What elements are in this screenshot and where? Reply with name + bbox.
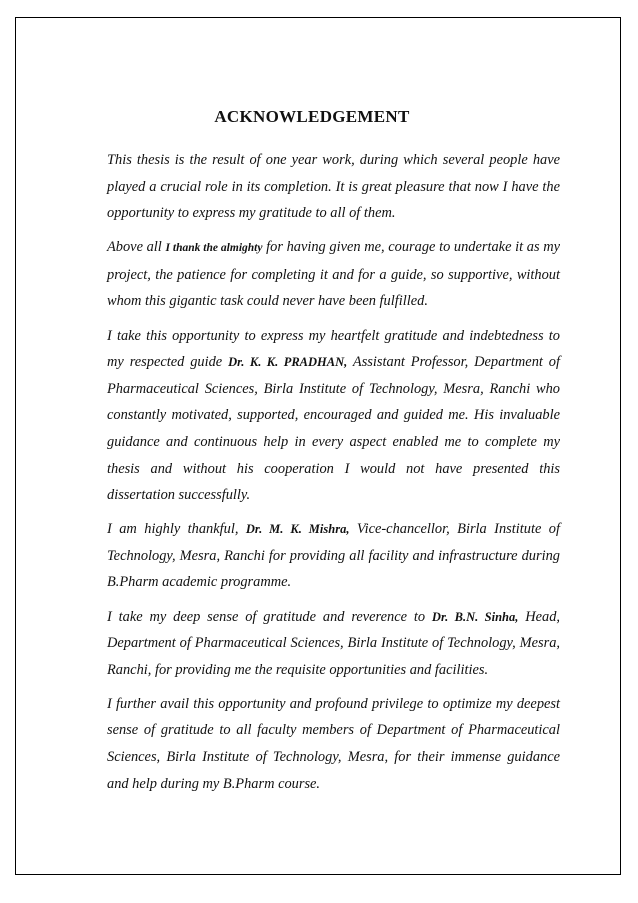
- paragraph-text: Vice-chancellor, Birla Institute of Technology, Mesra, Ranchi for providing all facility and infrastructure during B.Pharm academic programme.: [107, 521, 560, 591]
- paragraph-almighty: [107, 234, 560, 315]
- paragraph-vice-chancellor: [107, 516, 560, 596]
- paragraph-intro: This thesis is the result of one year work, during which several people have played a crucial role in its completion. It is great pleasure that now I have the opportunity to express my gratitude to all of them.: [107, 152, 560, 222]
- paragraph-text: I take this opportunity to express my heartfelt gratitude and indebtedness to my respected guide: [107, 327, 560, 371]
- paragraph-text: for having given me, courage to undertake it as my project, the patience for completing it and for a guide, so supportive, without whom this gigantic task could never have been fulfilled.: [107, 239, 561, 310]
- emphasis-head-name: Dr. B.N. Sinha,: [431, 609, 519, 624]
- paragraph-faculty: I further avail this opportunity and profound privilege to optimize my deepest sense of gratitude to all faculty members of Department of Pharmaceutical Sciences, Birla Institute of Technology, Mesra, for their immense guidance and help during my B.Pharm course.: [107, 695, 560, 792]
- document-body: [107, 147, 560, 805]
- paragraph-text: Head, Department of Pharmaceutical Sciences, Birla Institute of Technology, Mesra, Ranchi, for providing me the requisite opportunities and facilities.: [107, 608, 560, 678]
- paragraph-head: [107, 604, 560, 684]
- emphasis-vc-name: Dr. M. K. Mishra,: [245, 522, 350, 537]
- paragraph-text: Assistant Professor, Department of Pharmaceutical Sciences, Birla Institute of Technology, Mesra, Ranchi who constantly motivated, supported, encouraged and guided me. His invaluable guidance and continuous help in every aspect enabled me to complete my thesis and without his cooperation I would not have presented this dissertation successfully.: [107, 354, 560, 504]
- page-title: ACKNOWLEDGEMENT: [214, 107, 410, 126]
- emphasis-almighty: I thank the almighty: [165, 242, 263, 255]
- paragraph-text: Above all: [107, 239, 166, 256]
- paragraph-guide: [107, 323, 560, 509]
- paragraph-text: I am highly thankful,: [107, 521, 246, 538]
- paragraph-text: I take my deep sense of gratitude and reverence to: [107, 608, 432, 625]
- emphasis-guide-name: Dr. K. K. PRADHAN,: [228, 355, 348, 370]
